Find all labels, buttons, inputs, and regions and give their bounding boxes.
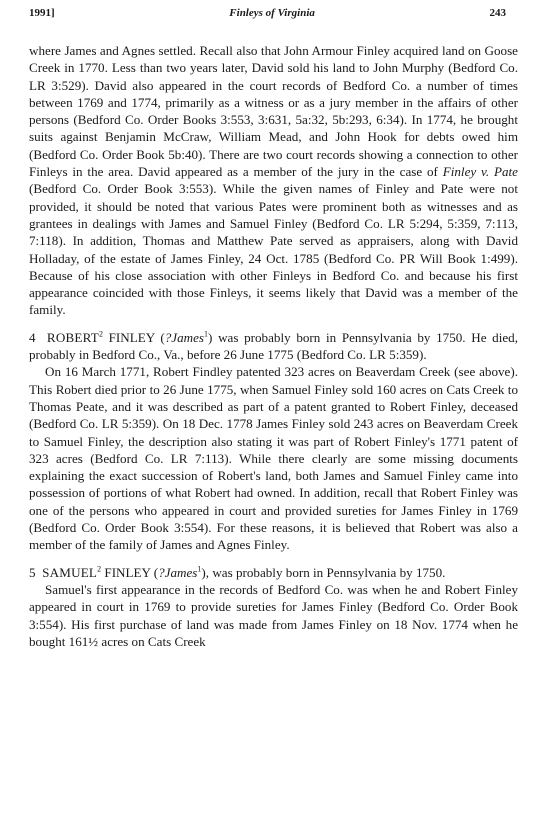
parent-generation: 1 [197,564,202,574]
entry-name: ROBERT [46,329,99,345]
paragraph-text: On 16 March 1771, Robert Findley patented 323 acres on Beaverdam Creek (see above). This Robert died prior to 26 June 1775, when Samuel Finley sold 160 acres on Cats Creek to Thomas Peate, and it was described as part of a patent granted to Robert Finley, deceased (Bedford Co. LR 5:359). On 18 Dec. 1778 James Finley sold 243 acres on Beaverdam Creek to Samuel Finley, the description also stating it was part of Robert Finley's 1771 patent of 323 acres (Bedford Co. LR 7:113). While there clearly are some missing documents explaining the exact succession of Robert's land, both James and Samuel Finley came into possession of portions of what Robert had owned. In addition, recall that Robert Finley was one of the persons who appeared in court and provided sureties for James Finley in 1769 (Bedford Co. Order Book 3:554). For these reasons, it is believed that Robert was also a member of the family of James and Agnes Finley. [29,364,518,553]
body-text [29,42,518,650]
generation-number: 2 [97,564,102,574]
entry-robert [29,329,518,364]
generation-number: 2 [98,329,103,339]
entry-samuel [29,564,518,581]
paragraph-text: (Bedford Co. Order Book 3:553). While the given names of Finley and Pate were not provided, it should be noted that various Pates were prominent both as witnesses and as grantees in dealings with James and Samuel Finley (Bedford Co. LR 5:294, 5:359, 7:113, 7:118). In addition, Thomas and Matthew Pate served as appraisers, along with David Holladay, of the estate of James Finley, 24 Oct. 1785 (Bedford Co. PR Will Book 1:499). Because of his close association with other Finleys in Bedford Co. and because his first appearance coincided with those Finleys, it seems likely that David was a member of the family. [29,181,518,318]
header-title: Finleys of Virginia [229,7,315,19]
paragraph-david [29,42,518,319]
running-head [29,6,518,30]
entry-text: ) was probably born in Pennsylvania by 1750. He died, probably in Bedford Co., Va., before 26 June 1775 (Bedford Co. LR 5:359). [29,329,518,363]
paragraph-robert [29,363,518,553]
paragraph-text: where James and Agnes settled. Recall also that John Armour Finley acquired land on Goose Creek in 1770. Less than two years later, David sold his land to John Murphy (Bedford Co. LR 3:529). David also appeared in the court records of Bedford Co. a number of times between 1769 and 1774, primarily as a witness or as a jury member in the affairs of other persons (Bedford Co. Order Books 3:553, 3:631, 5a:32, 5b:293, 6:34). In 1774, he brought suits against Benjamin McCraw, William Mead, and John Hook for debts owed him (Bedford Co. Order Book 5b:40). There are two court records showing a connection to other Finleys in the area. David appeared as a member of the jury in the case of [29,43,518,180]
entry-number: 5 [29,564,36,580]
parent-name: ?James [158,564,198,580]
entry-name: SAMUEL [42,564,98,580]
parent-name: ?James [164,329,205,345]
case-name: Finley v. Pate [442,164,518,180]
entry-number: 4 [29,329,36,345]
paragraph-samuel [29,581,518,650]
parent-generation: 1 [204,329,209,339]
entry-text: FINLEY ( [101,564,159,580]
entry-text: FINLEY ( [102,329,165,345]
entry-text: ), was probably born in Pennsylvania by 1750. [201,564,446,580]
page-number: 243 [489,7,506,19]
paragraph-text: Samuel's first appearance in the records of Bedford Co. was when he and Robert Finley appeared in court in 1769 to provide sureties for James Finley (Bedford Co. Order Book 3:554). His first purchase of land was made from James Finley on 18 Nov. 1774 when he bought 161½ acres on Cats Creek [29,581,518,649]
header-year: 1991] [29,7,55,19]
